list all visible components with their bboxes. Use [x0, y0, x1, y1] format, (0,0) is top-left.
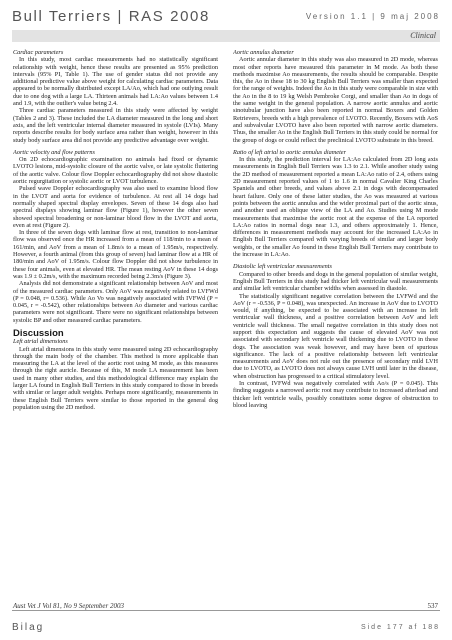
subheading-aortic-velocity: Aortic velocity and flow patterns [13, 148, 95, 156]
paragraph: In contrast, IVFWd was negatively correlated with Ao/s (P = 0.045). This finding suggests a narrowed aortic root may contribute to increased afterload and thicker left ventricle walls, possibly constitutes some degree of obstruction to blood leaving [233, 380, 438, 409]
paragraph: Aortic annular diameter in this study was also measured in 2D mode, whereas most other reports have measured this parameter in M mode. As both these methods maximise Ao measurements, the results should be comparable. Despite this, the Ao in these 18 to 30 kg English Bull Terriers was smaller than expected for the range of weights. Indeed the Ao in this study were comparable in size with the Ao in the 8 to 19 kg Welsh Pembroke Corgi, and smaller than Ao in dogs of the same weight in the general population. A narrow aortic annulus and aortic sinotubular junction have also been reported in normal Boxers and Golden Retrievers, breeds with a high prevalence of LVOTO. Recently, Boxers with AoS and subvalvular LVOTO have also been reported with narrow aortic diameters. Thus, the smaller Ao in the English Bull Terriers in this study could be normal for the group of dogs or could reflect the preclinical LVOTO substrate in this breed. [233, 56, 438, 144]
subheading-left-atrial: Left atrial dimensions [13, 338, 68, 346]
paragraph: Left atrial dimensions in this study were measured using 2D echocardiography through the main body of the chamber. This method is more applicable than measuring the LA at the level of the aortic root using M mode, as this measures through the right auricle. Because of this, M mode LA measurement has been used in many other studies, and this methodological difference may explain the larger LA found in English Bull Terriers in this study compared to those in breeds with similar or larger adult weights. Perhaps more significantly, measurements in these English Bull Terriers were similar to those reported in the general dog population using the 2D method. [13, 345, 218, 411]
journal-citation: Aust Vet J Vol 81, No 9 September 2003 [13, 602, 125, 610]
footer-divider [12, 610, 440, 611]
page-number: 537 [427, 602, 438, 610]
paragraph: Analysis did not demonstrate a significant relationship between AoV and most of the measured cardiac parameters. Only AoV was negatively related to LVFWd (P = 0.048, r= 0.536). While Ao Vo was negatively associated with IVFWd (P = 0.045, r = -0.542), other relationships between Ao diameter and various cardiac parameters were not significant. There were no significant relationships between systolic BP and other measured cardiac parameters. [13, 280, 218, 324]
right-column [233, 49, 438, 594]
subheading-diastolic-lv: Diastolic left ventricular measurements [233, 263, 332, 271]
appendix-label: Bilag [12, 622, 45, 633]
section-bar [12, 30, 440, 42]
paragraph: Pulsed wave Doppler echocardiography was also used to examine blood flow in the LVOT and aorta for evidence of turbulence. At rest all 14 dogs had normally shaped spectral display envelopes. Seven of these 14 dogs also had spectral displays showing laminar flow (Figure 1), however the other seven showed spectral broadening or non-laminar blood flow in the LVOT and aorta, even at rest (Figure 2). [13, 185, 218, 229]
paragraph: In three of the seven dogs with laminar flow at rest, transition to non-laminar flow was observed once the HR increased from a mean of 118/min to a mean of 161/min, and AoV from a mean of 1.8m/s to a mean of 1.95m/s, respectively. However, a fourth animal (from this group of seven) had laminar flow at a HR of 180/min and AoV of 1.95m/s. Colour flow Doppler did not show turbulence in these four animals, even at elevated HR. The mean resting AoV in these 14 dogs was 1.9 ± 0.2m/s, with the maximum recorded being 2.3m/s (Figure 3). [13, 229, 218, 280]
paragraph: On 2D echocardiographic examination no animals had fixed or dynamic LVOTO lesions, mid-systolic closure of the aortic valve, or late systolic fluttering of the aortic valve. Colour flow Doppler echocardiography did not show diastolic aortic regurgitation or systolic aortic or LVOT turbulence. [13, 156, 218, 186]
document-title: Bull Terriers | RAS 2008 [12, 8, 210, 25]
paragraph: Three cardiac parameters measured in this study were affected by weight (Tables 2 and 3). These included the LA diameter measured in the long and short axis, and the left ventricular internal diameter measured in systole (LVIs). Many reports describe results for body surface area rather than weight, however in this study body surface area did not provide any predictive advantage over weight. [13, 107, 218, 144]
subheading-la-ao-ratio: Ratio of left atrial to aortic annulus diameter [233, 148, 347, 156]
subheading-aortic-annulus: Aortic annulus diameter [233, 49, 294, 56]
section-label: Clinical [410, 31, 436, 40]
paragraph: In this study, most cardiac measurements had no statistically significant relationship with weight, hence these results are presented as 95% prediction intervals (95% PI, Table 1). The use of gender status did not provide any additional predictive value above weight for calculating cardiac parameters. Data appeared to be normally distributed except LA/Ao, which had one outlying result due to one dog with a large LA. Thirteen animals had LA:Ao values between 1.4 and 1.9, with the outlier's value being 2.4. [13, 56, 218, 108]
heading-discussion: Discussion [13, 327, 64, 339]
page-count: Side 177 af 188 [360, 624, 440, 631]
version-date: Version 1.1 | 9 maj 2008 [305, 12, 440, 21]
paragraph: In this study, the prediction interval for LA:Ao calculated from 2D long axis measurements in English Bull Terriers was 1.3 to 2.1. While another study using the 2D method of measurement reported a mean LA:Ao ratio of 2.4, others using 2D measurement reported values of 1 to 1.6 in normal Cavalier King Charles Spaniels and other breeds, and values above 2.1 in dogs with decompensated heart failure. Only one of these latter studies, the Ao was measured at various points between the aortic annulus and the wider proximal part of the aortic sinus, and another used an oblique view of the LA and Ao. Studies using M mode measurements that maximise the aortic root at the expense of the LA reported LA:Ao ratios in normal dogs near 1.3, and others approximately 1. Hence, differences in measurement methods may account for the increased LA:Ao in English Bull Terriers compared with varying breeds of similar and larger body weights, or the smaller Ao found in these English Bull Terriers may contribute to the increase in LA:Ao. [233, 156, 438, 259]
paragraph: The statistically significant negative correlation between the LVFWd and the AoV (r = -0.536, P = 0.048), was unexpected. An increase in AoV due to LVOTO would, if anything, be expected to be associated with an increase in left ventricular wall thickness, and a positive correlation between AoV and left ventricle wall thickness. The small negative correlation in this study does not support this expectation and suggests the cause of elevated AoV was not associated with secondary left ventricle wall thickening due to LVOTO in these dogs. The association was weak however, and may have been of spurious significance. The lack of a positive relationship between left ventricular measurements and AoV does not rule out the presence of secondary mild LVH due to LVOTO, as LVOTO does not always cause LVH until later in the disease, when obstruction has progressed to a critical stimulatory level. [233, 292, 438, 380]
paragraph: Compared to other breeds and dogs in the general population of similar weight, English Bull Terriers in this study had thicker left ventricular wall measurements and similar left ventricular chamber widths when assessed in diastole. [233, 270, 438, 293]
page-header [0, 0, 452, 30]
subheading-cardiac-parameters: Cardiac parameters [13, 49, 64, 56]
left-column [13, 49, 218, 594]
